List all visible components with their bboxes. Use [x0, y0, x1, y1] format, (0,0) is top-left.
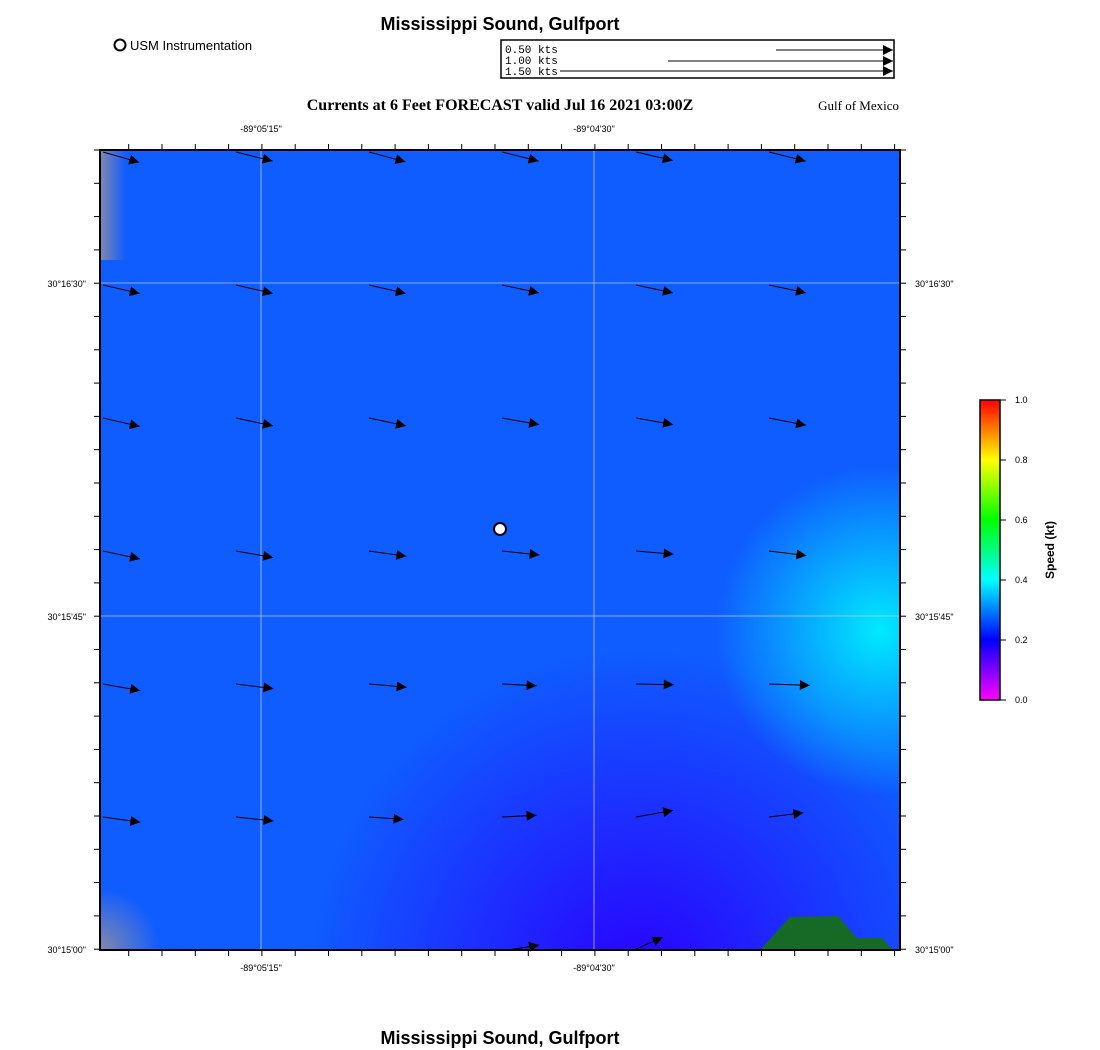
colorbar-tick-label: 0.8 [1015, 455, 1028, 465]
vector-scale-box [501, 40, 894, 78]
y-tick-left-1630: 30°16'30" [47, 279, 86, 289]
field-corner-bottom-left [100, 870, 170, 950]
current-vector-arrow [636, 684, 674, 685]
colorbar-tick-label: 0.0 [1015, 695, 1028, 705]
x-tick-top-0430: -89°04'30" [573, 124, 615, 134]
region-label: Gulf of Mexico [818, 98, 899, 113]
footer-title: Mississippi Sound, Gulfport [380, 1028, 620, 1048]
scale-label-100: 1.00 kts [505, 56, 558, 68]
colorbar-label: Speed (kt) [1043, 520, 1057, 580]
colorbar-tick-label: 0.2 [1015, 635, 1028, 645]
colorbar-ticks [1000, 395, 1028, 705]
field-cyan-shading [100, 150, 900, 950]
usm-station-marker[interactable] [494, 523, 506, 535]
colorbar-tick-label: 0.6 [1015, 515, 1028, 525]
colorbar-gradient [980, 400, 1000, 700]
y-tick-right-1545: 30°15'45" [915, 612, 954, 622]
y-tick-left-1500: 30°15'00" [47, 945, 86, 955]
scale-label-150: 1.50 kts [505, 67, 558, 79]
x-tick-top-0515: -89°05'15" [240, 124, 282, 134]
x-tick-bottom-0515: -89°05'15" [240, 963, 282, 973]
y-tick-right-1630: 30°16'30" [915, 279, 954, 289]
speed-colorbar [980, 395, 1057, 705]
vector-scale-legend [501, 40, 894, 79]
colorbar-tick-label: 1.0 [1015, 395, 1028, 405]
field-corner-top-left [100, 150, 126, 260]
current-speed-field [100, 150, 900, 950]
map-title: Mississippi Sound, Gulfport [380, 14, 620, 34]
forecast-subtitle: Currents at 6 Feet FORECAST valid Jul 16 2021 03:00Z [306, 97, 694, 114]
y-tick-right-1500: 30°15'00" [915, 945, 954, 955]
usm-marker-legend-icon [115, 40, 126, 51]
scale-label-050: 0.50 kts [505, 45, 558, 57]
y-tick-left-1545: 30°15'45" [47, 612, 86, 622]
colorbar-tick-label: 0.4 [1015, 575, 1028, 585]
x-tick-bottom-0430: -89°04'30" [573, 963, 615, 973]
marker-legend-label: USM Instrumentation [130, 38, 253, 53]
